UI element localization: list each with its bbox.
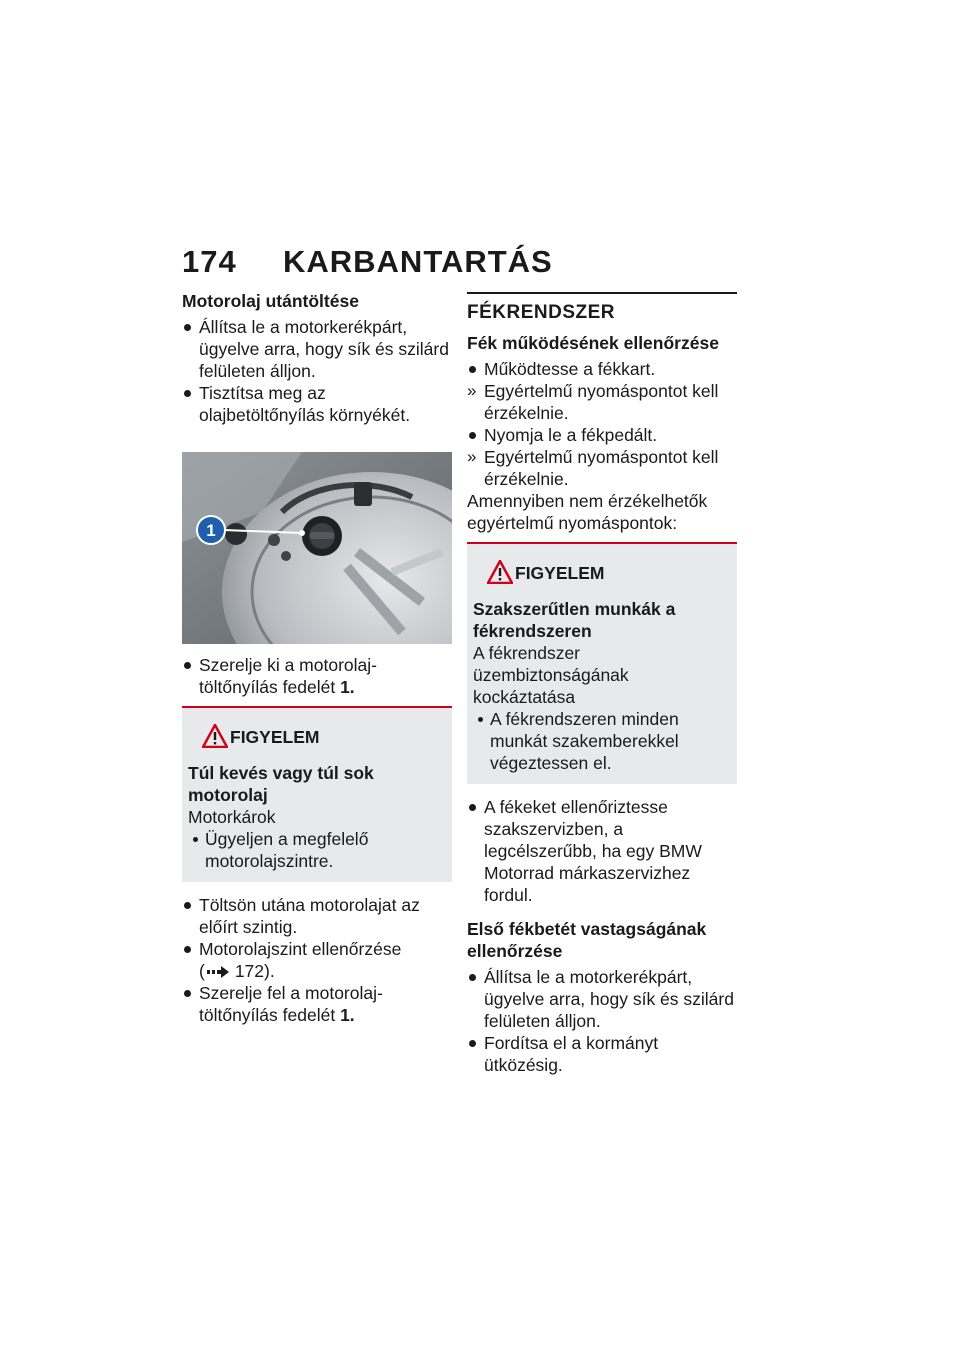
warning-triangle-icon (202, 724, 228, 748)
list-item: Nyomja le a fékpedált. (467, 424, 737, 446)
reference-arrow-icon (207, 966, 229, 978)
step-ref: 1. (340, 1005, 355, 1025)
warning-measure: A fékrendszeren minden munkát szakemberekkel végeztessen el. (473, 708, 729, 774)
step-ref: 1. (340, 677, 355, 697)
warning-consequence: Motorkárok (188, 807, 276, 827)
list-item: Fordítsa el a kormányt ütközésig. (467, 1032, 737, 1076)
right-column (467, 290, 737, 1076)
brake-pad-heading: Első fékbetét vastagságának ellenőrzése (467, 919, 707, 961)
step-ref: 172). (234, 961, 275, 981)
warning-header (188, 722, 444, 756)
warning-title: Túl kevés vagy túl sok motorolaj (188, 763, 374, 805)
step-text: Szerelje ki a motorolaj-töltőnyílás fedelét (199, 655, 377, 697)
warning-title: Szakszerűtlen munkák a fékrendszeren (473, 599, 676, 641)
list-item: Működtesse a fékkart. (467, 358, 737, 380)
warning-consequence: A fékrendszer üzembiztonságának kockáztatása (473, 643, 629, 707)
warning-label: FIGYELEM (515, 563, 605, 583)
list-item (182, 982, 452, 1026)
oil-topup-heading: Motorolaj utántöltése (182, 291, 359, 311)
result-item: » Egyértelmű nyomáspontot kell érzékelnie. (467, 446, 737, 490)
oil-filler-illustration (182, 452, 452, 644)
condition-text: Amennyiben nem érzékelhetők egyértelmű nyomáspontok: (467, 491, 708, 533)
left-column (182, 290, 452, 1026)
list-item: Állítsa le a motorkerékpárt, ügyelve arra, hogy sík és szilárd felületen álljon. (182, 316, 452, 382)
list-item: Töltsön utána motorolajat az előírt szintig. (182, 894, 452, 938)
page-number: 174 (182, 244, 237, 279)
warning-box (467, 542, 737, 784)
step-text: Szerelje fel a motorolaj-töltőnyílás fedelét (199, 983, 383, 1025)
step-text: Motorolajszint ellenőrzése (199, 939, 402, 959)
list-item: Motorolajszint ellenőrzése ( 172). (182, 938, 452, 982)
warning-label: FIGYELEM (230, 727, 320, 747)
brake-function-heading: Fék működésének ellenőrzése (467, 333, 719, 353)
warning-triangle-icon (487, 560, 513, 584)
warning-box (182, 706, 452, 882)
list-item: A fékeket ellenőriztesse szakszervizben, a legcélszerűbb, ha egy BMW Motorrad márkaszervizhez fordul. (467, 796, 737, 906)
list-item (182, 654, 452, 698)
warning-header (473, 558, 729, 592)
result-item: » Egyértelmű nyomáspontot kell érzékelnie. (467, 380, 737, 424)
warning-measure: Ügyeljen a megfelelő motorolajszintre. (188, 828, 444, 872)
oil-filler-photo (182, 452, 452, 644)
chapter-title: KARBANTARTÁS (283, 244, 553, 279)
callout-number: 1 (206, 521, 216, 540)
list-item: Tisztítsa meg az olajbetöltőnyílás környékét. (182, 382, 452, 426)
list-item: Állítsa le a motorkerékpárt, ügyelve arra, hogy sík és szilárd felületen álljon. (467, 966, 737, 1032)
section-heading: FÉKRENDSZER (467, 292, 737, 324)
